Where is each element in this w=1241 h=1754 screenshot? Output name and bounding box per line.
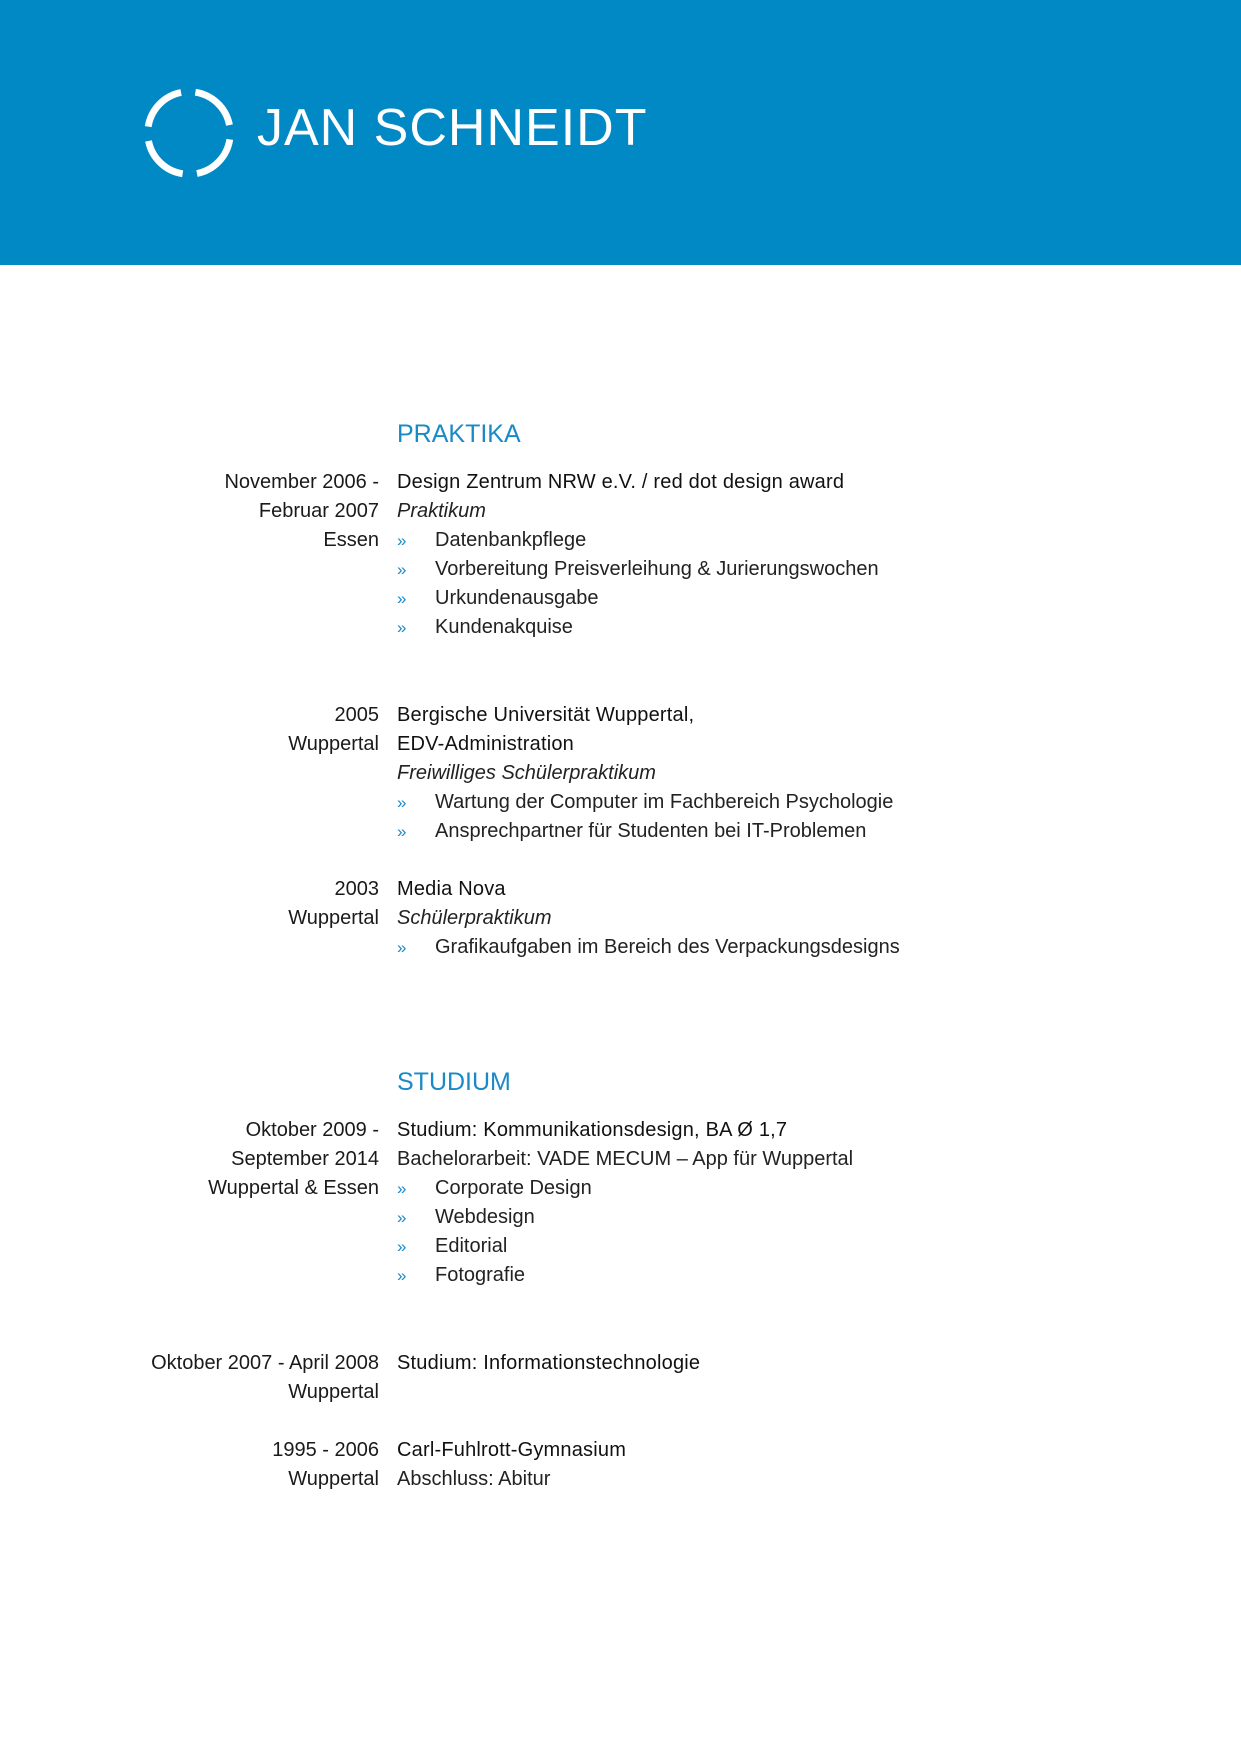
entry-title: Carl-Fuhlrott-Gymnasium xyxy=(397,1439,627,1461)
entry-title-line-2: EDV-Administration xyxy=(397,733,574,755)
entry-date: 2005 xyxy=(334,704,379,726)
entry-location: Wuppertal xyxy=(288,733,379,755)
ring-logo-icon xyxy=(140,84,238,182)
entry-title: Media Nova xyxy=(397,878,506,900)
entry-subtitle: Abschluss: Abitur xyxy=(397,1468,551,1490)
entry-subtitle: Freiwilliges Schülerpraktikum xyxy=(397,762,656,784)
bullet-marker: » xyxy=(397,531,407,550)
bullet-marker: » xyxy=(397,822,407,841)
list-item xyxy=(397,1261,853,1290)
bullet-marker: » xyxy=(397,560,407,579)
list-item xyxy=(397,555,879,584)
list-item-text: Webdesign xyxy=(435,1206,535,1228)
list-item xyxy=(397,613,879,642)
entry-location: Essen xyxy=(323,529,379,551)
bullet-marker: » xyxy=(397,1179,407,1198)
entry-body xyxy=(397,1116,853,1290)
entry-date-start: Oktober 2009 - xyxy=(245,1119,379,1141)
entry-subtitle: Schülerpraktikum xyxy=(397,907,552,929)
entry-meta xyxy=(208,1116,379,1203)
list-item-text: Editorial xyxy=(435,1235,508,1257)
entry-subtitle: Bachelorarbeit: VADE MECUM – App für Wuppertal xyxy=(397,1148,854,1170)
list-item-text: Wartung der Computer im Fachbereich Psychologie xyxy=(435,791,894,813)
list-item-text: Vorbereitung Preisverleihung & Jurierungswochen xyxy=(435,558,879,580)
entry-subtitle: Praktikum xyxy=(397,500,486,522)
entry-body xyxy=(397,468,879,642)
entry-meta xyxy=(224,468,379,555)
entry-title: Studium: Informationstechnologie xyxy=(397,1352,701,1374)
bullet-marker: » xyxy=(397,938,407,957)
list-item-text: Datenbankpflege xyxy=(435,529,587,551)
bullet-marker: » xyxy=(397,618,407,637)
header-banner xyxy=(0,0,1241,265)
list-item xyxy=(397,1203,853,1232)
list-item-text: Ansprechpartner für Studenten bei IT-Problemen xyxy=(435,820,867,842)
bullet-marker: » xyxy=(397,793,407,812)
section-title-studium: STUDIUM xyxy=(397,1068,511,1096)
entry-title: Bergische Universität Wuppertal, xyxy=(397,704,695,726)
entry-meta xyxy=(151,1349,379,1407)
entry-body xyxy=(397,875,900,962)
entry-meta xyxy=(288,701,379,759)
entry-title: Studium: Kommunikationsdesign, BA Ø 1,7 xyxy=(397,1119,788,1141)
entry-date: 1995 - 2006 xyxy=(272,1439,379,1461)
candidate-name: JAN SCHNEIDT xyxy=(257,99,648,157)
list-item xyxy=(397,933,900,962)
list-item xyxy=(397,584,879,613)
list-item-text: Urkundenausgabe xyxy=(435,587,599,609)
list-item xyxy=(397,817,893,846)
bullet-marker: » xyxy=(397,1237,407,1256)
list-item xyxy=(397,788,893,817)
entry-date: Oktober 2007 - April 2008 xyxy=(151,1352,379,1374)
entry-location: Wuppertal xyxy=(288,1381,379,1403)
entry-date-start: November 2006 - xyxy=(224,471,379,493)
list-item-text: Corporate Design xyxy=(435,1177,592,1199)
list-item-text: Fotografie xyxy=(435,1264,526,1286)
entry-location: Wuppertal xyxy=(288,907,379,929)
bullet-marker: » xyxy=(397,589,407,608)
entry-location: Wuppertal & Essen xyxy=(208,1177,379,1199)
entry-date-end: September 2014 xyxy=(231,1148,379,1170)
entry-location: Wuppertal xyxy=(288,1468,379,1490)
list-item xyxy=(397,526,879,555)
entry-title: Design Zentrum NRW e.V. / red dot design award xyxy=(397,471,845,493)
bullet-marker: » xyxy=(397,1266,407,1285)
entry-date: 2003 xyxy=(334,878,379,900)
entry-body xyxy=(397,1349,700,1378)
list-item xyxy=(397,1232,853,1261)
entry-body xyxy=(397,701,893,846)
list-item-text: Kundenakquise xyxy=(435,616,573,638)
entry-body xyxy=(397,1436,626,1494)
entry-meta xyxy=(272,1436,379,1494)
entry-meta xyxy=(288,875,379,933)
list-item-text: Grafikaufgaben im Bereich des Verpackungsdesigns xyxy=(435,936,900,958)
bullet-marker: » xyxy=(397,1208,407,1227)
entry-date-end: Februar 2007 xyxy=(258,500,379,522)
section-title-praktika: PRAKTIKA xyxy=(397,420,521,448)
list-item xyxy=(397,1174,853,1203)
